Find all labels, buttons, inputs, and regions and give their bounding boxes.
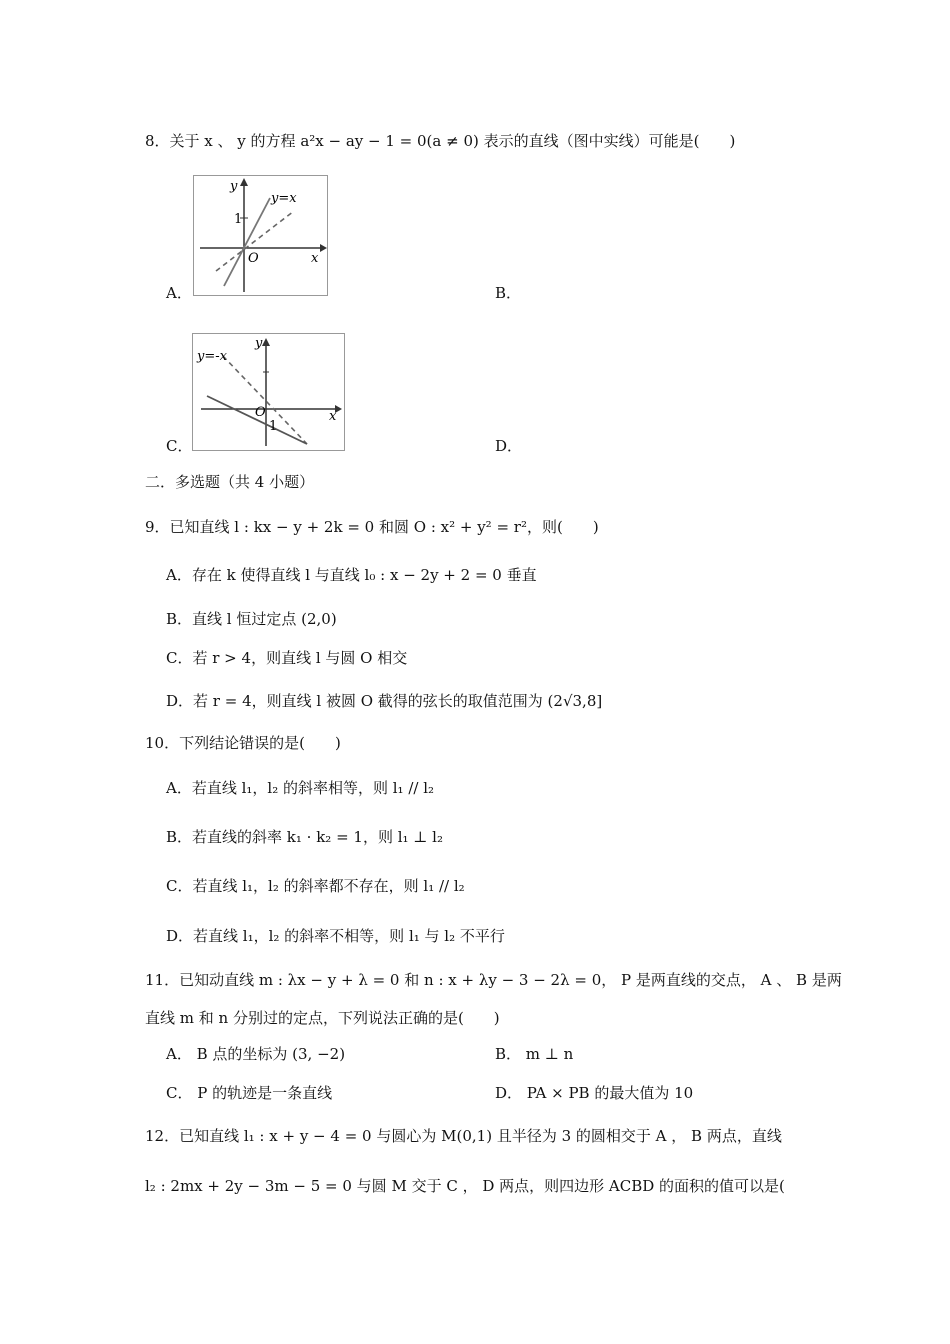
- q8-figure-c: [192, 333, 345, 451]
- fig-a-dashed-label: y=x: [271, 191, 297, 206]
- q12-stem-line2: l₂ : 2mx + 2y − 3m − 5 = 0 与圆 M 交于 C ， D 两点，则四边形 ACBD 的面积的值可以是(: [145, 1177, 785, 1195]
- q8-stem: 8．关于 x 、 y 的方程 a²x − ay − 1 = 0(a ≠ 0) 表示的直线（图中实线）可能是( ): [145, 132, 736, 150]
- q8-figure-a: [193, 175, 328, 296]
- q8-option-a: A．: [166, 284, 192, 302]
- fig-c-x-label: x: [329, 409, 337, 424]
- q9-stem: 9．已知直线 l : kx − y + 2k = 0 和圆 O : x² + y² = r²，则( ): [145, 518, 599, 536]
- q11-option-c: C． P 的轨迹是一条直线: [166, 1084, 333, 1102]
- q10-option-a: A．若直线 l₁，l₂ 的斜率相等，则 l₁ // l₂: [166, 779, 435, 797]
- q10-option-c: C．若直线 l₁，l₂ 的斜率都不存在，则 l₁ // l₂: [166, 877, 465, 895]
- q11-stem-line2: 直线 m 和 n 分别过的定点，下列说法正确的是( ): [145, 1009, 500, 1027]
- fig-c-tick-label: 1: [269, 419, 278, 434]
- q11-option-b: B． m ⊥ n: [495, 1045, 574, 1063]
- q11-option-d: D． PA × PB 的最大值为 10: [495, 1084, 694, 1102]
- fig-a-origin-label: O: [248, 251, 259, 266]
- q11-option-a: A． B 点的坐标为 (3, −2): [166, 1045, 346, 1063]
- q8-option-d: D．: [495, 437, 523, 455]
- q11-stem-line1: 11．已知动直线 m : λx − y + λ = 0 和 n : x + λy − 3 − 2λ = 0， P 是两直线的交点， A 、 B 是两: [145, 971, 842, 989]
- fig-c-y-label: y: [255, 336, 263, 351]
- q8-option-b: B．: [495, 284, 522, 302]
- q9-option-a: A．存在 k 使得直线 l 与直线 l₀ : x − 2y + 2 = 0 垂直: [166, 566, 537, 584]
- fig-c-origin-label: O: [255, 405, 266, 420]
- q10-option-d: D．若直线 l₁，l₂ 的斜率不相等，则 l₁ 与 l₂ 不平行: [166, 927, 505, 945]
- q10-stem: 10．下列结论错误的是( ): [145, 734, 341, 752]
- q12-stem-line1: 12．已知直线 l₁ : x + y − 4 = 0 与圆心为 M(0,1) 且半径为 3 的圆相交于 A ， B 两点，直线: [145, 1127, 782, 1145]
- section-heading: 二．多选题（共 4 小题）: [145, 473, 315, 491]
- q10-option-b: B．若直线的斜率 k₁ · k₂ = 1，则 l₁ ⊥ l₂: [166, 828, 443, 846]
- q9-option-c: C．若 r > 4，则直线 l 与圆 O 相交: [166, 649, 408, 667]
- fig-a-x-label: x: [311, 251, 319, 266]
- q9-option-d: D．若 r = 4，则直线 l 被圆 O 截得的弦长的取值范围为 (2√3,8]: [166, 692, 603, 710]
- fig-a-y-label: y: [230, 179, 238, 194]
- q9-option-b: B．直线 l 恒过定点 (2,0): [166, 610, 337, 628]
- fig-a-tick-label: 1: [234, 212, 243, 227]
- fig-c-dashed-label: y=-x: [197, 349, 227, 364]
- q8-option-c: C．: [166, 437, 193, 455]
